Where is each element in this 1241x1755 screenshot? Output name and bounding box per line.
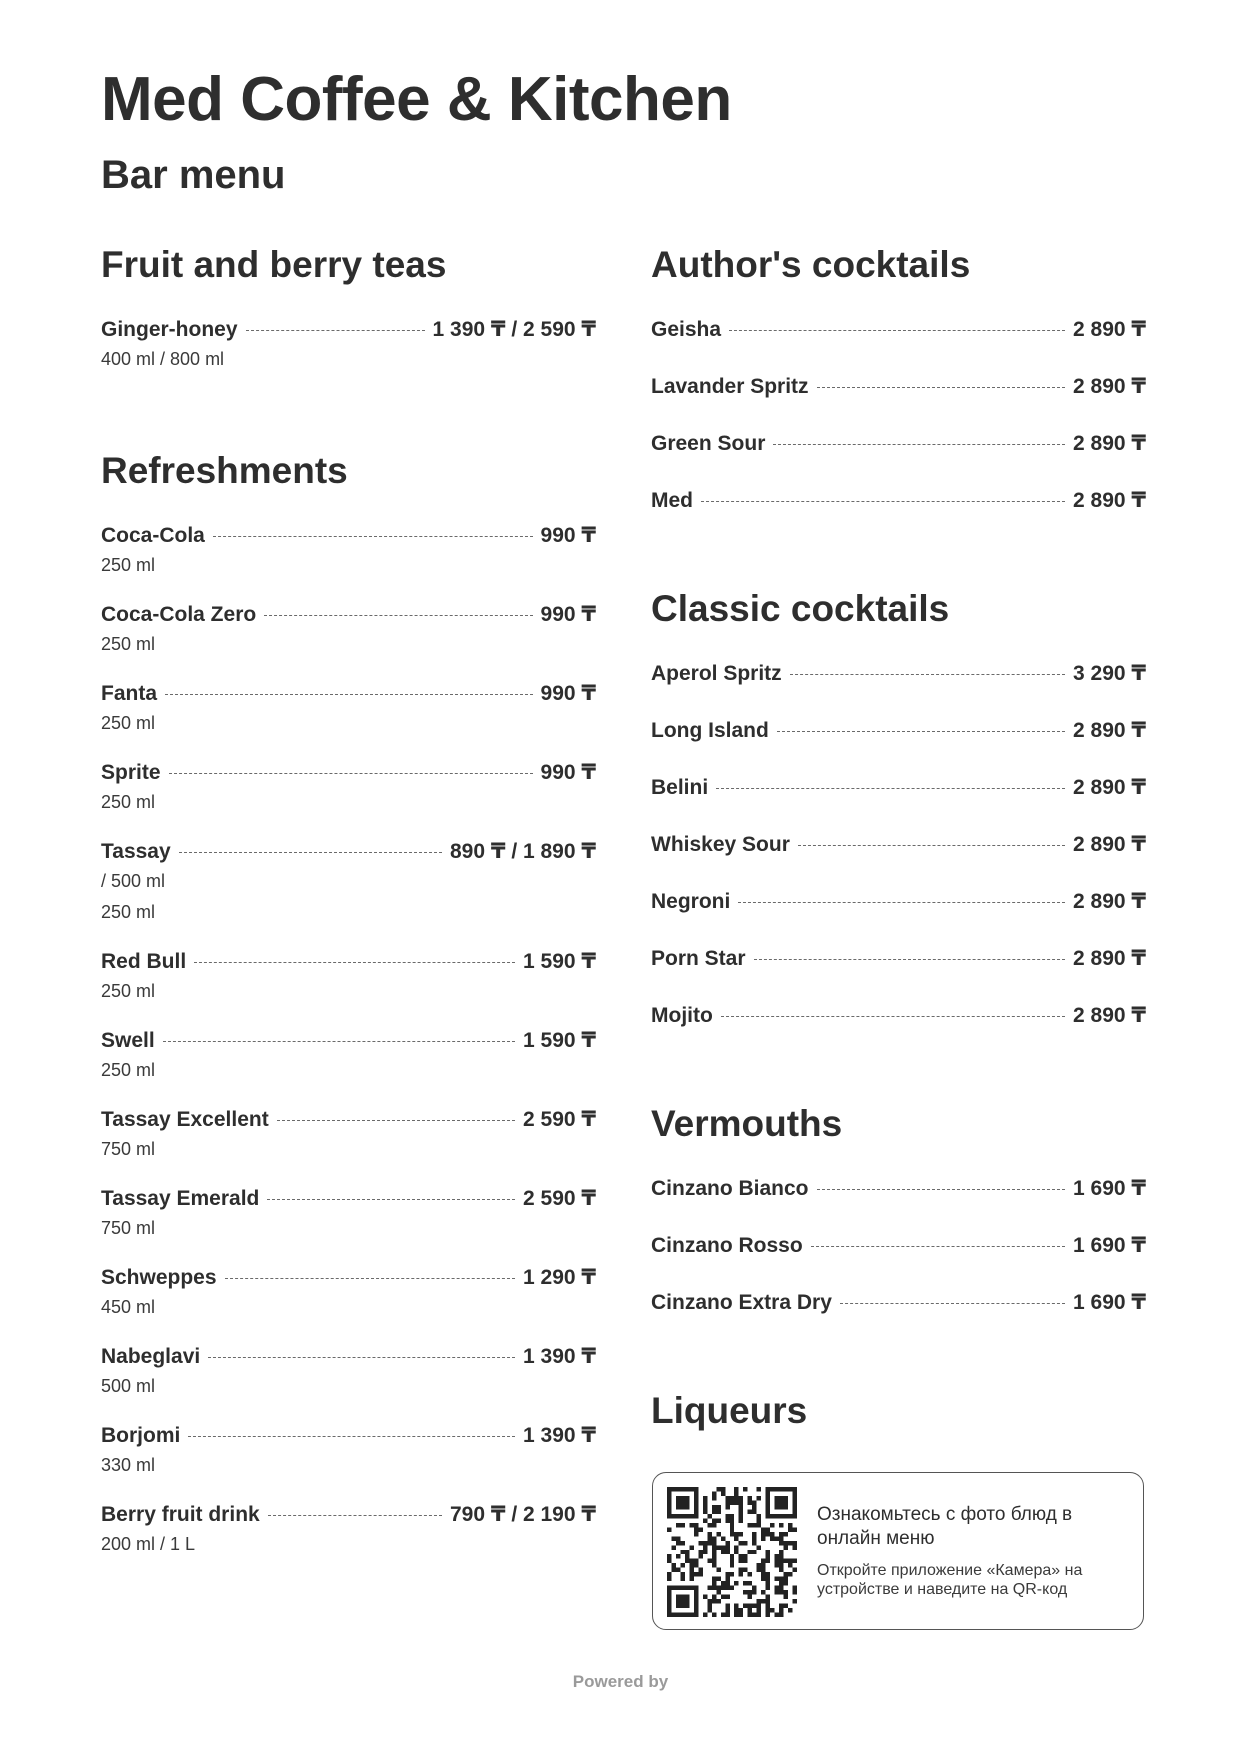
item-name: Red Bull	[101, 950, 187, 973]
menu-item-row	[101, 1264, 596, 1292]
dotted-leader	[817, 1189, 1065, 1190]
item-name: Med	[651, 489, 693, 512]
menu-item-tassay	[101, 838, 596, 948]
item-name: Lavander Spritz	[651, 375, 809, 398]
item-volume: 250 ml	[101, 792, 156, 812]
item-name: Belini	[651, 776, 709, 799]
menu-item-row	[651, 487, 1146, 515]
item-volume: 250 ml	[101, 1060, 156, 1080]
item-price: 2 590 ₸	[523, 1108, 596, 1131]
item-price: 2 890 ₸	[1073, 776, 1146, 799]
item-volume: 250 ml	[101, 555, 156, 575]
item-price: 2 890 ₸	[1073, 489, 1146, 512]
dotted-leader	[277, 1120, 515, 1121]
menu-item-nabeglavi	[101, 1343, 596, 1422]
dotted-leader	[840, 1303, 1065, 1304]
item-price: 2 890 ₸	[1073, 947, 1146, 970]
dotted-leader	[169, 773, 533, 774]
item-price: 2 890 ₸	[1073, 719, 1146, 742]
powered-by: Powered by	[572, 1672, 669, 1691]
dotted-leader	[738, 902, 1065, 903]
menu-item-green-sour	[651, 430, 1146, 487]
item-name: Aperol Spritz	[651, 662, 782, 685]
item-price: 990 ₸	[540, 524, 596, 547]
item-name: Long Island	[651, 719, 769, 742]
item-price: 2 890 ₸	[1073, 833, 1146, 856]
menu-item-row	[651, 945, 1146, 973]
menu-item-row	[101, 601, 596, 629]
item-price: 790 ₸ / 2 190 ₸	[450, 1503, 596, 1526]
dotted-leader	[194, 962, 515, 963]
item-name: Tassay Excellent	[101, 1108, 269, 1131]
menu-item-schweppes	[101, 1264, 596, 1343]
item-name: Borjomi	[101, 1424, 181, 1447]
menu-item-aperol-spritz	[651, 660, 1146, 717]
menu-item-swell	[101, 1027, 596, 1106]
item-name: Nabeglavi	[101, 1345, 201, 1368]
item-volume: 450 ml	[101, 1297, 156, 1317]
section-title: Liqueurs	[651, 1390, 808, 1431]
item-price: 890 ₸ / 1 890 ₸	[450, 840, 596, 863]
menu-item-med	[651, 487, 1146, 544]
menu-item-row	[101, 680, 596, 708]
dotted-leader	[163, 1041, 515, 1042]
item-name: Sprite	[101, 761, 161, 784]
item-volume: 330 ml	[101, 1455, 156, 1475]
qr-subtext: Откройте приложение «Камера» на устройстве и наведите на QR-код	[817, 1562, 1083, 1598]
item-volume: 200 ml / 1 L	[101, 1534, 196, 1554]
menu-item-row	[651, 430, 1146, 458]
menu-item-cinzano-rosso	[651, 1232, 1146, 1289]
page-subtitle: Bar menu	[101, 153, 286, 197]
dotted-leader	[701, 501, 1065, 502]
item-price: 1 390 ₸	[523, 1424, 596, 1447]
item-price: 2 890 ₸	[1073, 890, 1146, 913]
dotted-leader	[754, 959, 1065, 960]
item-price: 2 890 ₸	[1073, 432, 1146, 455]
menu-item-cinzano-bianco	[651, 1175, 1146, 1232]
menu-item-row	[101, 759, 596, 787]
item-volume: 250 ml	[101, 713, 156, 733]
item-price: 1 690 ₸	[1073, 1291, 1146, 1314]
item-price: 1 290 ₸	[523, 1266, 596, 1289]
dotted-leader	[777, 731, 1065, 732]
menu-item-negroni	[651, 888, 1146, 945]
menu-item-row	[101, 1343, 596, 1371]
menu-item-row	[101, 316, 596, 344]
section-title: Classic cocktails	[651, 588, 950, 629]
menu-item-whiskey-sour	[651, 831, 1146, 888]
menu-item-row	[101, 1422, 596, 1450]
menu-item-red-bull	[101, 948, 596, 1027]
menu-item-geisha	[651, 316, 1146, 373]
menu-item-sprite	[101, 759, 596, 838]
dotted-leader	[225, 1278, 515, 1279]
item-name: Cinzano Bianco	[651, 1177, 809, 1200]
menu-item-row	[651, 1232, 1146, 1260]
item-name: Green Sour	[651, 432, 766, 455]
item-volume: 750 ml	[101, 1139, 156, 1159]
menu-item-cinzano-extra-dry	[651, 1289, 1146, 1346]
item-price: 1 390 ₸ / 2 590 ₸	[432, 318, 596, 341]
menu-item-fanta	[101, 680, 596, 759]
page-title: Med Coffee & Kitchen	[101, 65, 732, 134]
item-price: 2 590 ₸	[523, 1187, 596, 1210]
menu-item-coca-cola	[101, 522, 596, 601]
section-title: Vermouths	[651, 1103, 843, 1144]
menu-item-tassay-emerald	[101, 1185, 596, 1264]
item-name: Schweppes	[101, 1266, 217, 1289]
menu-item-porn-star	[651, 945, 1146, 1002]
menu-item-row	[651, 316, 1146, 344]
section-title: Author's cocktails	[651, 244, 971, 285]
menu-item-row	[101, 522, 596, 550]
item-name: Negroni	[651, 890, 731, 913]
item-price: 2 890 ₸	[1073, 375, 1146, 398]
item-name: Mojito	[651, 1004, 713, 1027]
menu-item-row	[651, 1002, 1146, 1030]
item-volume: 250 ml	[101, 634, 156, 654]
item-name: Porn Star	[651, 947, 746, 970]
section-title: Refreshments	[101, 450, 348, 491]
menu-item-borjomi	[101, 1422, 596, 1501]
item-price: 1 590 ₸	[523, 1029, 596, 1052]
menu-item-row	[651, 1175, 1146, 1203]
section-title: Fruit and berry teas	[101, 244, 447, 285]
dotted-leader	[790, 674, 1065, 675]
dotted-leader	[721, 1016, 1065, 1017]
dotted-leader	[268, 1515, 442, 1516]
dotted-leader	[179, 852, 442, 853]
item-name: Swell	[101, 1029, 155, 1052]
dotted-leader	[267, 1199, 515, 1200]
item-price: 1 690 ₸	[1073, 1234, 1146, 1257]
qr-heading: Ознакомьтесь с фото блюд в онлайн меню	[817, 1504, 1073, 1549]
item-price: 990 ₸	[540, 603, 596, 626]
dotted-leader	[165, 694, 533, 695]
menu-item-row	[101, 1185, 596, 1213]
item-volume: 250 ml	[101, 902, 156, 922]
item-price: 990 ₸	[540, 682, 596, 705]
item-name: Coca-Cola Zero	[101, 603, 257, 626]
menu-item-row	[651, 774, 1146, 802]
dotted-leader	[246, 330, 425, 331]
item-volume: 400 ml / 800 ml	[101, 349, 225, 369]
section-classic-cocktails	[651, 586, 1146, 1059]
menu-item-long-island	[651, 717, 1146, 774]
menu-item-row	[101, 1027, 596, 1055]
item-name: Whiskey Sour	[651, 833, 790, 856]
item-price: 2 890 ₸	[1073, 318, 1146, 341]
section-author-s-cocktails	[651, 242, 1146, 544]
menu-item-row	[651, 831, 1146, 859]
dotted-leader	[729, 330, 1065, 331]
menu-item-row	[101, 1501, 596, 1529]
section-liqueurs	[651, 1388, 1146, 1434]
menu-item-belini	[651, 774, 1146, 831]
section-vermouths	[651, 1101, 1146, 1346]
dotted-leader	[817, 387, 1065, 388]
item-price: 2 890 ₸	[1073, 1004, 1146, 1027]
item-price: 1 690 ₸	[1073, 1177, 1146, 1200]
dotted-leader	[208, 1357, 515, 1358]
item-name: Cinzano Rosso	[651, 1234, 803, 1257]
menu-item-row	[101, 838, 596, 866]
item-price: 990 ₸	[540, 761, 596, 784]
item-price: 1 590 ₸	[523, 950, 596, 973]
item-name: Tassay Emerald	[101, 1187, 260, 1210]
item-volume: 500 ml	[101, 1376, 156, 1396]
section-refreshments	[101, 448, 596, 1580]
menu-item-tassay-excellent	[101, 1106, 596, 1185]
qr-text	[817, 1503, 1127, 1599]
item-price: 3 290 ₸	[1073, 662, 1146, 685]
menu-item-row	[651, 660, 1146, 688]
item-name: Tassay	[101, 840, 171, 863]
menu-item-lavander-spritz	[651, 373, 1146, 430]
menu-item-mojito	[651, 1002, 1146, 1059]
dotted-leader	[213, 536, 533, 537]
item-price: 1 390 ₸	[523, 1345, 596, 1368]
item-name: Berry fruit drink	[101, 1503, 260, 1526]
dotted-leader	[811, 1246, 1065, 1247]
item-name: Cinzano Extra Dry	[651, 1291, 832, 1314]
menu-item-ginger-honey	[101, 316, 596, 406]
dotted-leader	[188, 1436, 515, 1437]
item-name: Coca-Cola	[101, 524, 205, 547]
menu-item-coca-cola-zero	[101, 601, 596, 680]
qr-code-icon[interactable]	[667, 1487, 797, 1617]
menu-item-row	[651, 717, 1146, 745]
dotted-leader	[716, 788, 1065, 789]
item-volume: 250 ml	[101, 981, 156, 1001]
section-fruit-and-berry-teas	[101, 242, 596, 406]
menu-item-row	[651, 1289, 1146, 1317]
menu-item-row	[101, 1106, 596, 1134]
item-name: Ginger-honey	[101, 318, 238, 341]
menu-item-row	[101, 948, 596, 976]
qr-card	[652, 1472, 1144, 1630]
dotted-leader	[798, 845, 1065, 846]
item-volume: / 500 ml	[101, 871, 166, 891]
menu-item-berry-fruit-drink	[101, 1501, 596, 1580]
left-column	[101, 242, 596, 1622]
menu-item-row	[651, 373, 1146, 401]
item-name: Fanta	[101, 682, 158, 705]
menu-item-row	[651, 888, 1146, 916]
dotted-leader	[264, 615, 532, 616]
item-name: Geisha	[651, 318, 722, 341]
item-volume: 750 ml	[101, 1218, 156, 1238]
dotted-leader	[773, 444, 1065, 445]
right-column	[651, 242, 1146, 1476]
